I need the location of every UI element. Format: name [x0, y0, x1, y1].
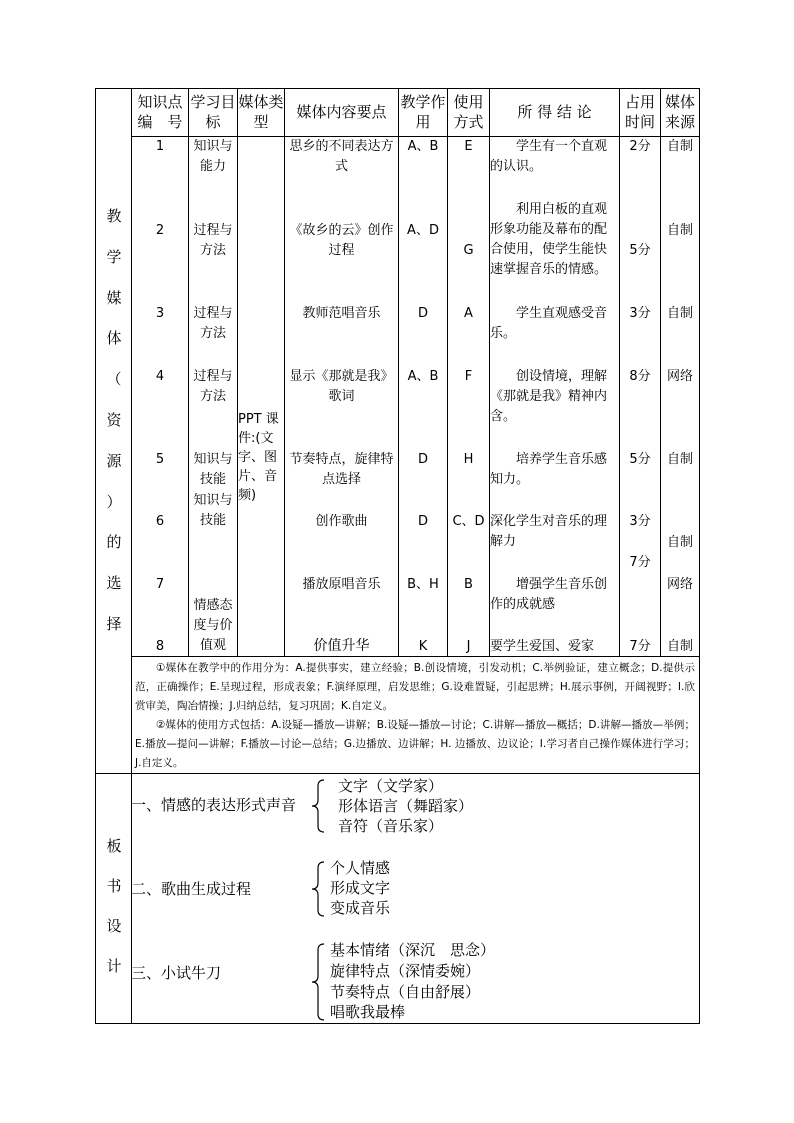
- row-5-time: 5分: [629, 452, 651, 467]
- row-6-goal: 知识与技能: [193, 493, 233, 528]
- row-6-mode: C、D: [452, 514, 485, 529]
- row-3-no: 3: [155, 306, 165, 321]
- row-1-mode: E: [464, 139, 473, 154]
- row-6-content: 创作歌曲: [315, 514, 368, 529]
- row-4-result: 创设情境，理解《那就是我》精神内含。: [490, 369, 608, 424]
- row-2-no: 2: [155, 223, 165, 238]
- row-4-content: 显示《那就是我》歌词: [289, 369, 394, 404]
- side-char: 设: [106, 917, 122, 935]
- board-s3-item-4: 唱歌我最棒: [330, 1003, 406, 1021]
- row-2-result: 利用白板的直观形象功能及幕布的配合使用，使学生能快速掌握音乐的情感。: [490, 202, 608, 277]
- side-char: 资: [106, 411, 122, 429]
- row-5-result: 培养学生音乐感知力。: [490, 452, 608, 487]
- row-8-goal: 情感态度与价值观: [193, 598, 233, 653]
- row-8-source: 自制: [666, 639, 693, 654]
- row-5-source: 自制: [666, 452, 693, 467]
- row-1-no: 1: [155, 139, 165, 154]
- row-2-goal: 过程与方法: [193, 223, 233, 258]
- row-3-content: 教师范唱音乐: [302, 306, 381, 321]
- side-char: 选: [106, 574, 122, 593]
- row-2-mode: G: [463, 243, 474, 258]
- row-4-time: 8分: [629, 369, 651, 384]
- header-goal: 学习目标: [190, 93, 236, 131]
- side-char: （: [106, 370, 122, 389]
- row-4-goal: 过程与方法: [193, 369, 233, 404]
- row-6-role: D: [417, 514, 428, 529]
- row-1-result: 学生有一个直观的认识。: [490, 139, 608, 174]
- brace-2: [310, 860, 326, 918]
- side-char: ）: [106, 492, 122, 511]
- board-s1-item-3: 音符（音乐家）: [338, 817, 444, 835]
- row-2-source: 自制: [666, 223, 693, 238]
- row-1-goal: 知识与能力: [193, 139, 233, 174]
- row-8-role: K: [418, 639, 428, 654]
- board-section-1-title: 一、情感的表达形式声音: [131, 796, 297, 814]
- row-6-time: 3分: [629, 514, 651, 529]
- row-5-goal: 知识与技能: [193, 452, 233, 487]
- row-3-mode: A: [464, 306, 473, 321]
- row-5-role: D: [417, 452, 428, 467]
- header-source: 媒体来源: [664, 93, 695, 131]
- side-char: 的: [106, 533, 122, 552]
- header-result: 所 得 结 论: [517, 103, 592, 121]
- header-content: 媒体内容要点: [296, 103, 387, 121]
- row-1-content: 思乡的不同表达方式: [289, 139, 394, 174]
- row-1-role: A、B: [407, 139, 439, 154]
- row-8-no: 8: [155, 639, 165, 654]
- board-s1-item-2: 形体语言（舞蹈家）: [338, 797, 474, 815]
- header-mode: 使用方式: [453, 93, 484, 131]
- board-section-2-title: 二、歌曲生成过程: [131, 880, 252, 898]
- row-6-source: 自制: [666, 535, 693, 550]
- board-s3-item-2: 旋律特点（深情委婉）: [330, 962, 481, 980]
- side-char: 学: [106, 247, 122, 266]
- row-7-source: 网络: [666, 577, 693, 592]
- header-role: 教学作用: [400, 93, 446, 131]
- brace-3: [310, 942, 326, 1022]
- header-time: 占用时间: [624, 93, 655, 131]
- row-7-time: 7分: [629, 555, 651, 570]
- header-media-type: 媒体类型: [238, 93, 284, 131]
- note-media-usage: ②媒体的使用方式包括：A.设疑—播放—讲解；B.设疑—播放—讨论；C.讲解—播放—概括；D.讲解—播放—举例；E.播放—提问—讲解；F.播放—讨论—总结；G.边播放、边讲解；H. 边播放、边议论；I.学习者自己操作媒体进行学习；J.自定义。: [135, 719, 695, 769]
- row-5-no: 5: [155, 452, 165, 467]
- row-7-role: B、H: [407, 577, 439, 592]
- row-8-result: 要学生爱国、爱家: [490, 639, 595, 654]
- brace-1: [310, 778, 326, 834]
- row-7-result: 增强学生音乐创作的成就感: [490, 577, 608, 612]
- row-6-no: 6: [155, 514, 165, 529]
- row-2-content: 《故乡的云》创作过程: [289, 223, 394, 258]
- side-char: 计: [106, 957, 122, 975]
- board-section-3-title: 三、小试牛刀: [131, 964, 222, 982]
- row-3-source: 自制: [666, 306, 693, 321]
- row-6-result: 深化学生对音乐的理解力: [490, 514, 608, 549]
- side-char: 体: [106, 329, 122, 348]
- side-char: 书: [106, 877, 122, 895]
- row-3-result: 学生直观感受音乐。: [490, 306, 608, 341]
- row-7-mode: B: [464, 577, 473, 592]
- row-4-no: 4: [155, 369, 165, 384]
- row-8-content: 价值升华: [313, 638, 370, 654]
- row-1-time: 2分: [629, 139, 651, 154]
- row-4-role: A、B: [407, 369, 439, 384]
- row-4-mode: F: [464, 369, 473, 384]
- row-8-time: 7分: [629, 639, 651, 654]
- row-2-role: A、D: [407, 223, 439, 238]
- board-s2-item-1: 个人情感: [330, 859, 391, 877]
- row-4-source: 网络: [666, 369, 693, 384]
- side-char: 源: [106, 451, 122, 470]
- board-s2-item-3: 变成音乐: [330, 899, 391, 917]
- row-3-time: 3分: [629, 306, 651, 321]
- board-s3-item-1: 基本情绪（深沉 思念）: [330, 941, 496, 959]
- row-7-no: 7: [155, 577, 165, 592]
- row-8-mode: J: [466, 639, 471, 654]
- side-char: 择: [106, 615, 122, 633]
- board-s2-item-2: 形成文字: [330, 879, 391, 897]
- board-s1-item-1: 文字（文学家）: [338, 777, 444, 795]
- row-5-content: 节奏特点，旋律特点选择: [289, 452, 394, 487]
- row-7-content: 播放原唱音乐: [302, 577, 381, 592]
- media-type-cell: PPT 课件:(文字、图片、音频): [238, 412, 279, 503]
- side-char: 板: [106, 837, 122, 855]
- note-media-roles: ①媒体在教学中的作用分为：A.提供事实，建立经验；B.创设情境，引发动机；C.举例验证，建立概念；D.提供示范，正确操作；E.呈现过程，形成表象；F.演绎原理，启发思维；G.设难置疑，引起思辨；H.展示事例，开阔视野；I.欣赏审美，陶冶情操；J.归纳总结，复习巩固；K.自定义。: [135, 662, 695, 712]
- header-knowledge-no: 知识点编 号: [137, 93, 183, 131]
- row-1-source: 自制: [666, 139, 693, 154]
- row-2-time: 5分: [629, 243, 651, 258]
- row-3-role: D: [417, 306, 428, 321]
- side-char: 教: [106, 207, 122, 225]
- board-s3-item-3: 节奏特点（自由舒展）: [330, 983, 481, 1001]
- side-char: 媒: [106, 288, 122, 307]
- row-3-goal: 过程与方法: [193, 306, 233, 341]
- row-5-mode: H: [463, 452, 474, 467]
